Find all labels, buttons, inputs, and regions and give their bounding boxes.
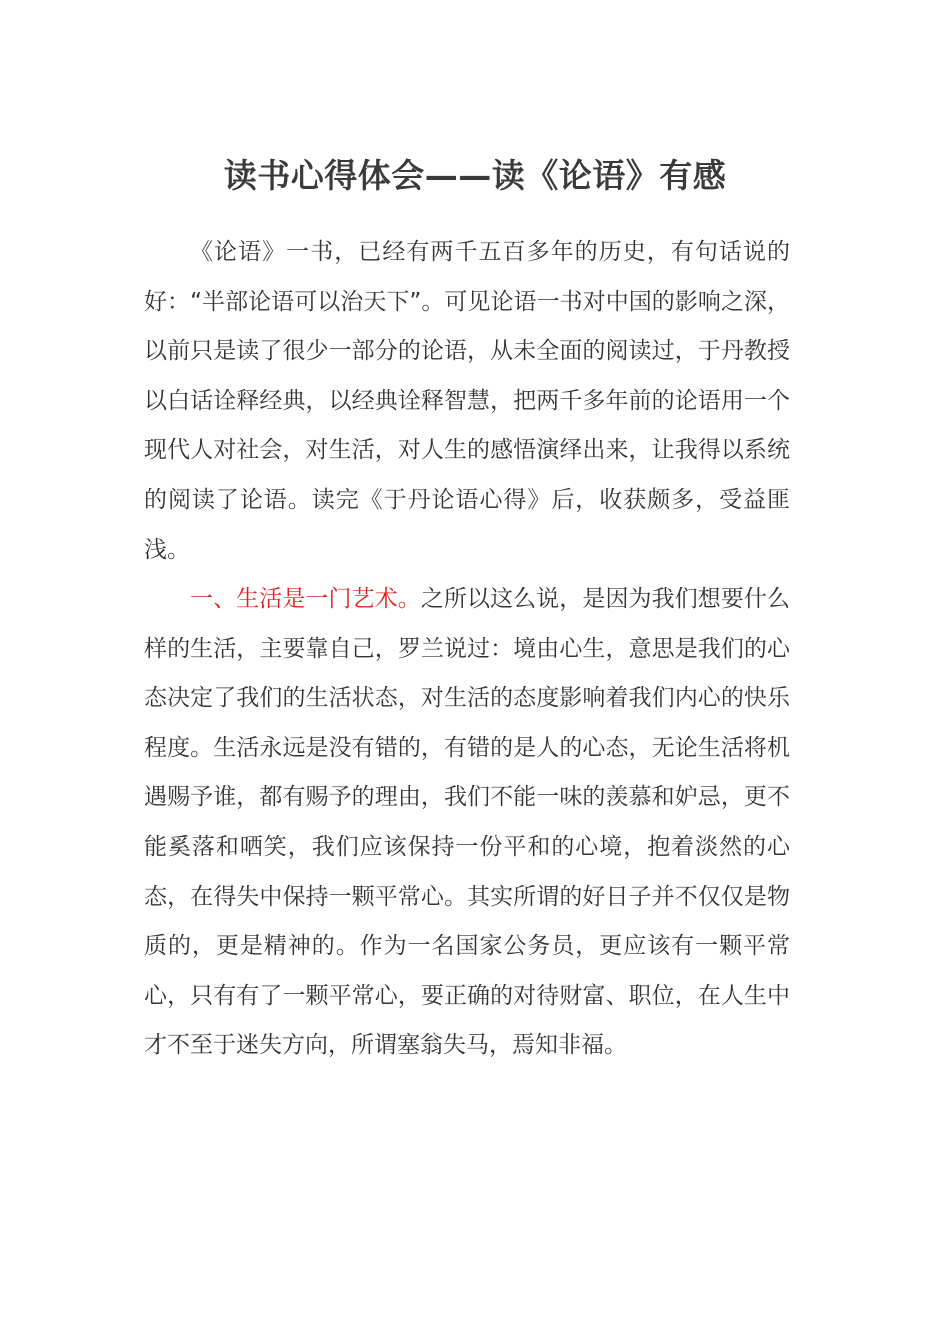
paragraph-intro: 《论语》一书，已经有两千五百多年的历史，有句话说的好：“半部论语可以治天下”。可见论语一书对中国的影响之深，以前只是读了很少一部分的论语，从未全面的阅读过，于丹教授以白话诠释经典，以经典诠释智慧，把两千多年前的论语用一个现代人对社会，对生活，对人生的感悟演绎出来，让我得以系统的阅读了论语。读完《于丹论语心得》后，收获颇多，受益匪浅。 — [144, 239, 790, 563]
section-heading: 一、生活是一门艺术。 — [190, 586, 421, 612]
section-body: 之所以这么说，是因为我们想要什么样的生活，主要靠自己，罗兰说过：境由心生，意思是我们的心态决定了我们的生活状态，对生活的态度影响着我们内心的快乐程度。生活永远是没有错的，有错的是人的心态，无论生活将机遇赐予谁，都有赐予的理由，我们不能一味的羡慕和妒忌，更不能奚落和哂笑，我们应该保持一份平和的心境，抱着淡然的心态，在得失中保持一颗平常心。其实所谓的好日子并不仅仅是物质的，更是精神的。作为一名国家公务员，更应该有一颗平常心，只有有了一颗平常心，要正确的对待财富、职位，在人生中才不至于迷失方向，所谓塞翁失马，焉知非福。 — [144, 586, 791, 1059]
document-title: 读书心得体会——读《论语》有感 — [223, 156, 727, 195]
paragraph-section-one — [144, 575, 790, 1071]
